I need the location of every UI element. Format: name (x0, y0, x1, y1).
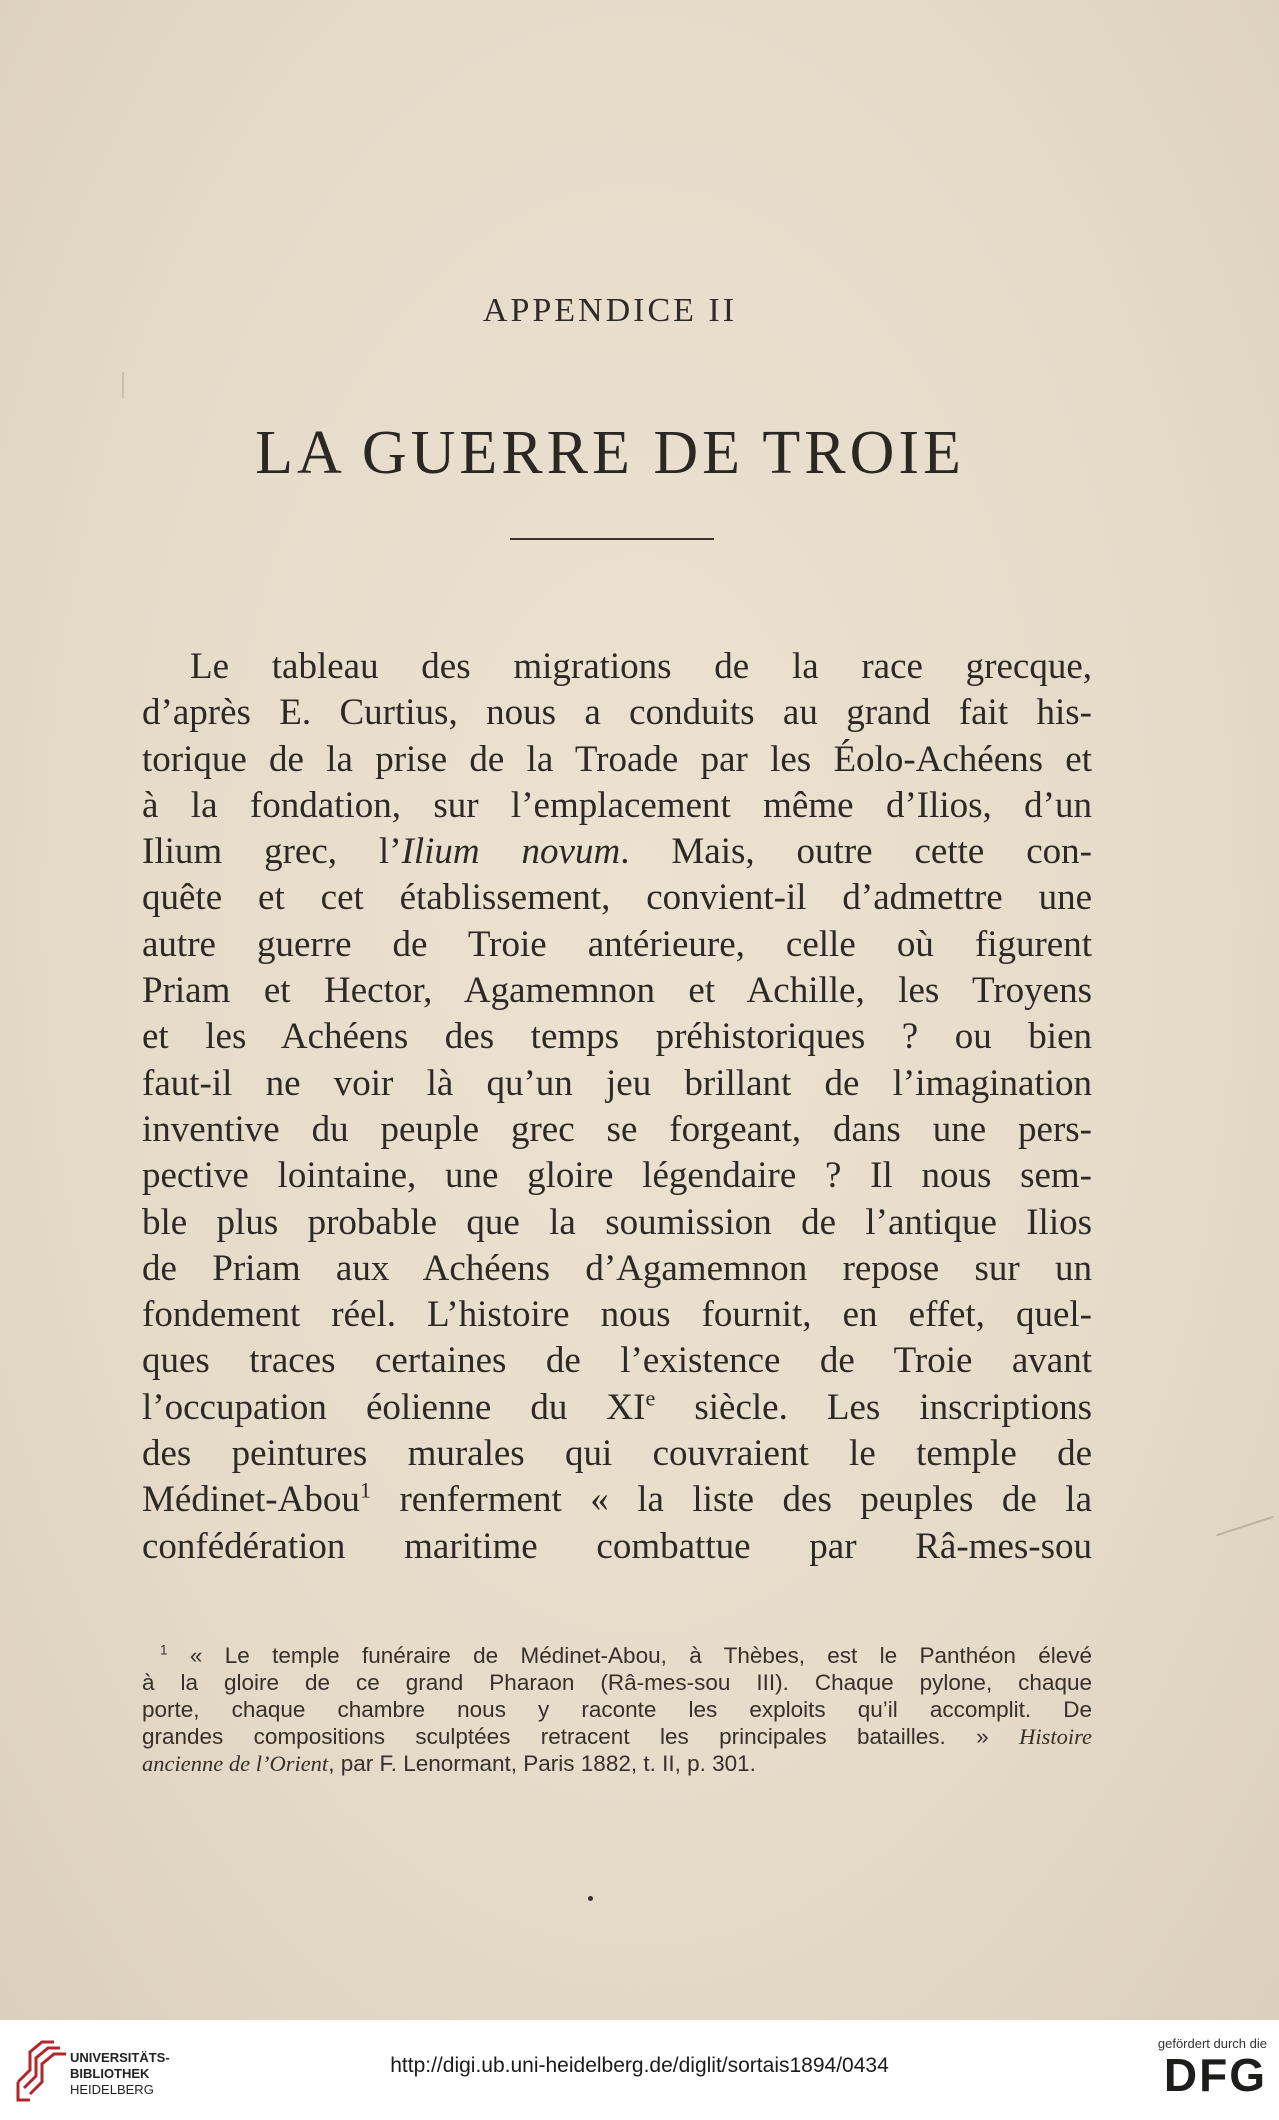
body-line: pective lointaine, une gloire légendaire ? Il nous sem- (142, 1155, 1092, 1197)
body-line: à la fondation, sur l’emplacement même d’Ilios, d’un (142, 784, 1092, 826)
chapter-title: LA GUERRE DE TROIE (255, 419, 965, 487)
body-line (142, 829, 1092, 875)
library-line: HEIDELBERG (70, 2082, 154, 2097)
source-url-link[interactable]: http://digi.ub.uni-heidelberg.de/diglit/sortais1894/0434 (390, 2054, 889, 2077)
body-line: inventive du peuple grec se forgeant, dans une pers- (142, 1108, 1092, 1150)
dfg-logo-icon[interactable]: DFG (1163, 2049, 1267, 2101)
body-line (142, 1477, 1092, 1523)
footnote-text: , par F. Lenormant, Paris 1882, t. II, p. 301. (328, 1751, 756, 1776)
footnote-ref: 1 (359, 1478, 371, 1504)
body-line (142, 1385, 1092, 1431)
body-text-span: . Mais, outre cette con- (620, 831, 1092, 873)
footnote-line (142, 1642, 1092, 1669)
body-line: autre guerre de Troie antérieure, celle où figurent (142, 923, 1092, 965)
body-line: confédération maritime combattue par Râ-mes-sou (142, 1525, 1092, 1567)
paper-mark (1216, 1516, 1274, 1536)
body-line: torique de la prise de la Troade par les Éolo-Achéens et (142, 738, 1092, 780)
body-text-span: siècle. Les inscriptions (655, 1386, 1092, 1428)
body-line: de Priam aux Achéens d’Agamemnon repose sur un (142, 1247, 1092, 1289)
footnote-text: « Le temple funéraire de Médinet-Abou, à Thèbes, est le Panthéon élevé (189, 1643, 1092, 1668)
body-line: Le tableau des migrations de la race grecque, (190, 646, 1092, 687)
footnote-text: grandes compositions sculptées retracent les principales batailles. » (142, 1724, 989, 1749)
body-line: fondement réel. L’histoire nous fournit, en effet, quel- (142, 1294, 1092, 1336)
footnote-line (142, 1750, 1092, 1777)
footnote-italic: Histoire (1019, 1724, 1092, 1749)
italic-title: Ilium novum (401, 831, 621, 873)
appendix-label: APPENDICE II (482, 292, 738, 329)
library-line: BIBLIOTHEK (70, 2066, 150, 2081)
body-line: ble plus probable que la soumission de l’antique Ilios (142, 1201, 1092, 1243)
footnote (142, 1642, 1092, 1777)
paper-mark (122, 372, 124, 398)
footnote-line: porte, chaque chambre nous y raconte les exploits qu’il accomplit. De (142, 1697, 1092, 1722)
body-line: quête et cet établissement, convient-il d’admettre une (142, 877, 1092, 919)
body-paragraph (142, 644, 1092, 1570)
footnote-marker: 1 (160, 1642, 168, 1658)
body-text-span: Ilium grec, l’ (142, 831, 402, 873)
funder-block (1127, 2036, 1267, 2099)
body-line: Priam et Hector, Agamemnon et Achille, les Troyens (142, 970, 1092, 1012)
funder-caption: gefördert durch die (1157, 2036, 1267, 2051)
superscript: e (645, 1385, 656, 1411)
body-text-span: Médinet-Abou (142, 1479, 360, 1521)
body-line: et les Achéens des temps préhistoriques ? ou bien (142, 1016, 1092, 1058)
library-line: UNIVERSITÄTS- (70, 2050, 170, 2065)
footnote-line: à la gloire de ce grand Pharaon (Râ-mes-sou III). Chaque pylone, chaque (142, 1670, 1092, 1695)
title-rule (510, 538, 714, 540)
footnote-italic: ancienne de l’Orient (142, 1751, 329, 1776)
page-dot (588, 1896, 593, 1901)
footnote-line (142, 1723, 1092, 1750)
body-line: d’après E. Curtius, nous a conduits au grand fait his- (142, 692, 1092, 734)
body-line: faut-il ne voir là qu’un jeu brillant de l’imagination (142, 1062, 1092, 1104)
body-text-span: l’occupation éolienne du XI (142, 1386, 646, 1428)
body-line: des peintures murales qui couvraient le temple de (142, 1433, 1092, 1475)
body-text-span: renferment « la liste des peuples de la (370, 1479, 1092, 1521)
body-line: ques traces certaines de l’existence de Troie avant (142, 1340, 1092, 1382)
